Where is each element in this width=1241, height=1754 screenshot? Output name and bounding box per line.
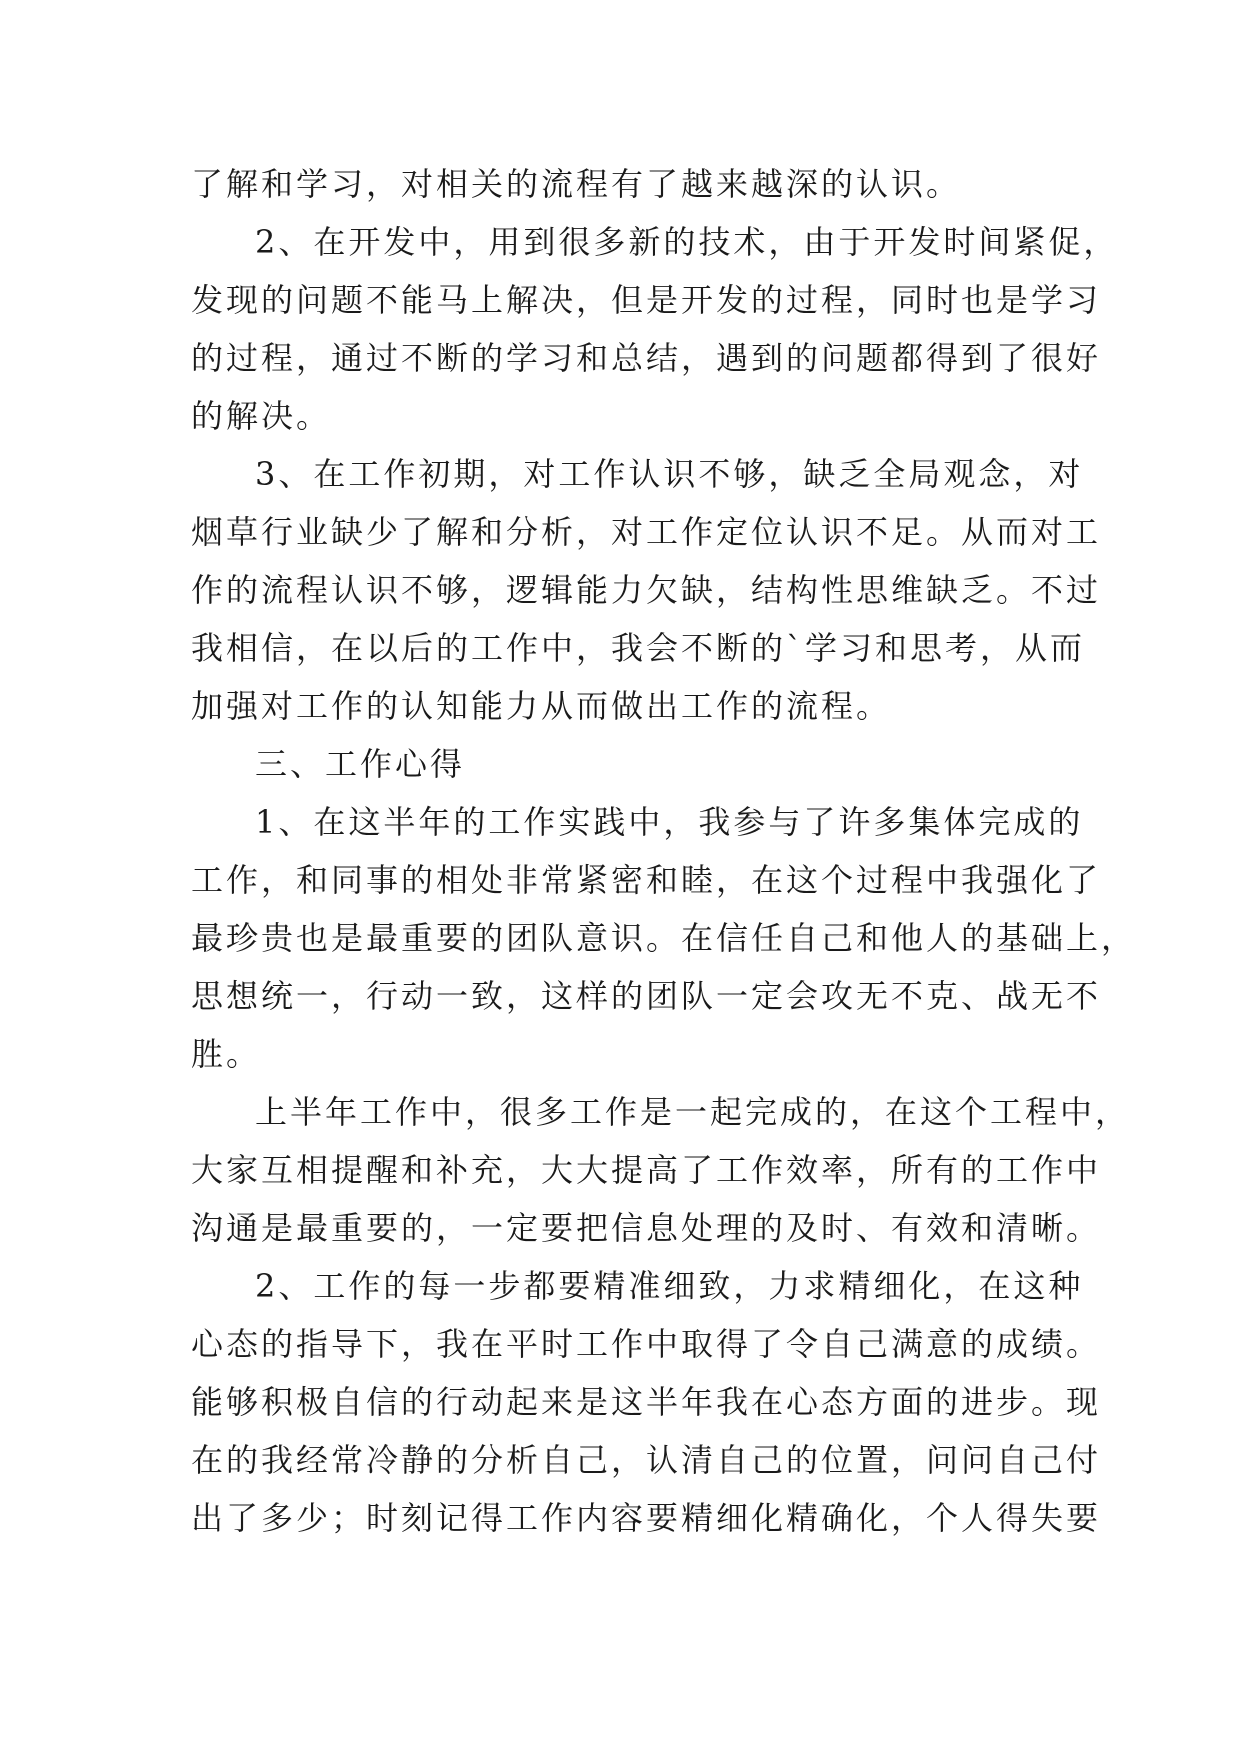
- text-line: 思想统一，行动一致，这样的团队一定会攻无不克、战无不: [191, 977, 1102, 1015]
- text-line: 最珍贵也是最重要的团队意识。在信任自己和他人的基础上，: [191, 919, 1137, 957]
- text-line: 出了多少；时刻记得工作内容要精细化精确化，个人得失要: [191, 1499, 1102, 1537]
- text-line: 工作，和同事的相处非常紧密和睦，在这个过程中我强化了: [191, 861, 1102, 899]
- text-line: 加强对工作的认知能力从而做出工作的流程。: [191, 687, 892, 725]
- text-line: 3、在工作初期，对工作认识不够，缺乏全局观念，对: [255, 455, 1084, 493]
- text-line: 2、在开发中，用到很多新的技术，由于开发时间紧促，: [255, 223, 1119, 261]
- text-line: 我相信，在以后的工作中，我会不断的`学习和思考，从而: [191, 629, 1086, 667]
- text-line: 烟草行业缺少了解和分析，对工作定位认识不足。从而对工: [191, 513, 1102, 551]
- text-line: 心态的指导下，我在平时工作中取得了令自己满意的成绩。: [191, 1325, 1102, 1363]
- text-line: 沟通是最重要的，一定要把信息处理的及时、有效和清晰。: [191, 1209, 1102, 1247]
- text-line: 发现的问题不能马上解决，但是开发的过程，同时也是学习: [191, 281, 1102, 319]
- text-line: 2、工作的每一步都要精准细致，力求精细化，在这种: [255, 1267, 1084, 1305]
- text-line: 的解决。: [191, 397, 332, 435]
- text-line: 1、在这半年的工作实践中，我参与了许多集体完成的: [255, 803, 1084, 841]
- section-heading: 三、工作心得: [255, 745, 466, 783]
- document-body: [191, 155, 1137, 1547]
- text-line: 上半年工作中，很多工作是一起完成的，在这个工程中，: [255, 1093, 1131, 1131]
- text-line: 在的我经常冷静的分析自己，认清自己的位置，问问自己付: [191, 1441, 1102, 1479]
- text-line: 了解和学习，对相关的流程有了越来越深的认识。: [191, 165, 962, 203]
- text-line: 的过程，通过不断的学习和总结，遇到的问题都得到了很好: [191, 339, 1102, 377]
- text-line: 作的流程认识不够，逻辑能力欠缺，结构性思维缺乏。不过: [191, 571, 1102, 609]
- text-line: 大家互相提醒和补充，大大提高了工作效率，所有的工作中: [191, 1151, 1102, 1189]
- text-line: 能够积极自信的行动起来是这半年我在心态方面的进步。现: [191, 1383, 1102, 1421]
- text-line: 胜。: [191, 1035, 262, 1073]
